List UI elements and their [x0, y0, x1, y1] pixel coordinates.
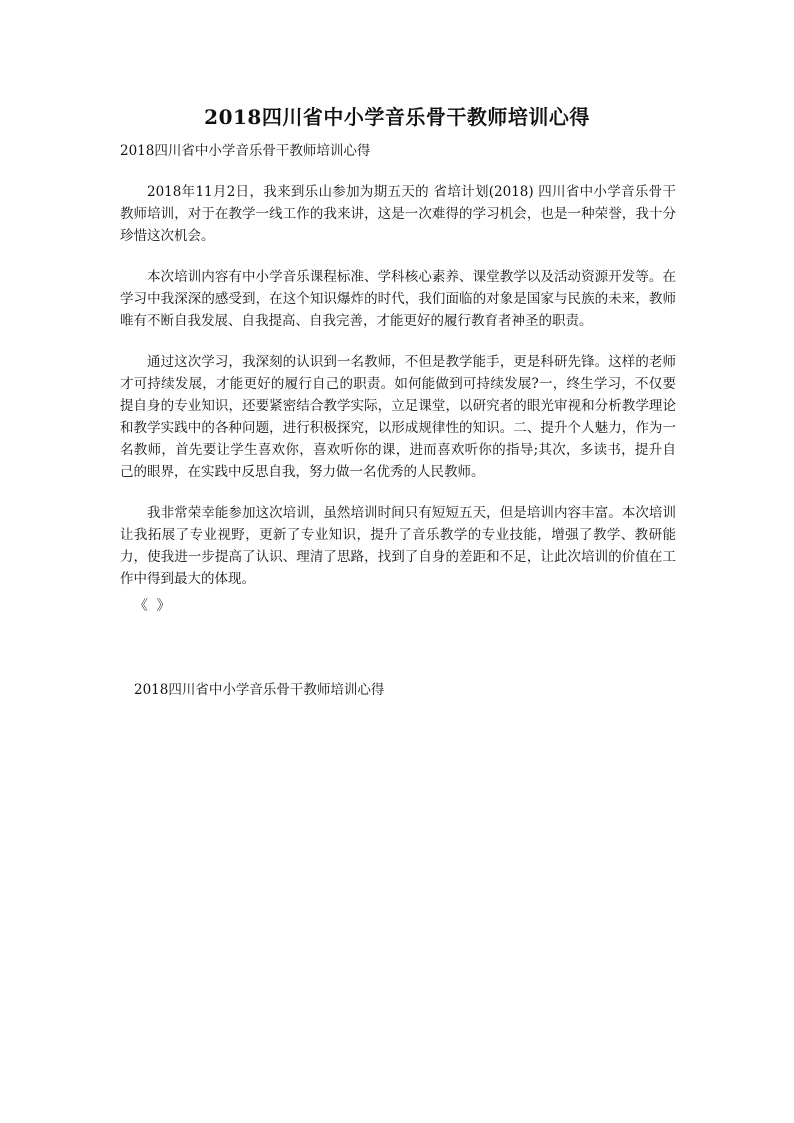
paragraph-1: 2018年11月2日，我来到乐山参加为期五天的 省培计划(2018) 四川省中小学音乐骨干教师培训，对于在教学一线工作的我来讲，这是一次难得的学习机会，也是一种荣誉，我十分珍惜这次机会。: [120, 184, 676, 244]
nav-marks: 《 》: [134, 598, 173, 614]
footer-title: 2018四川省中小学音乐骨干教师培训心得: [134, 682, 385, 698]
paragraph-3: 通过这次学习，我深刻的认识到一名教师，不但是教学能手，更是科研先锋。这样的老师才可持续发展，才能更好的履行自己的职责。如何能做到可持续发展?一，终生学习，不仅要提自身的专业知识，还要紧密结合教学实际，立足课堂，以研究者的眼光审视和分析教学理论和教学实践中的各种问题，进行积极探究，以形成规律性的知识。二、提升个人魅力，作为一名教师，首先要让学生喜欢你，喜欢听你的课，进而喜欢听你的指导;其次，多读书，提升自己的眼界，在实践中反思自我，努力做一名优秀的人民教师。: [120, 354, 676, 480]
page-title: 2018四川省中小学音乐骨干教师培训心得: [204, 105, 590, 129]
paragraph-4: 我非常荣幸能参加这次培训，虽然培训时间只有短短五天，但是培训内容丰富。本次培训让我拓展了专业视野，更新了专业知识，提升了音乐教学的专业技能，增强了教学、教研能力，使我进一步提高了认识、理清了思路，找到了自身的差距和不足，让此次培训的价值在工作中得到最大的体现。: [120, 505, 676, 587]
document-body: [120, 181, 676, 609]
document-subtitle: 2018四川省中小学音乐骨干教师培训心得: [120, 143, 371, 159]
paragraph-2: 本次培训内容有中小学音乐课程标准、学科核心素养、课堂教学以及活动资源开发等。在学习中我深深的感受到，在这个知识爆炸的时代，我们面临的对象是国家与民族的未来，教师唯有不断自我发展、自我提高、自我完善，才能更好的履行教育者神圣的职责。: [120, 269, 676, 329]
